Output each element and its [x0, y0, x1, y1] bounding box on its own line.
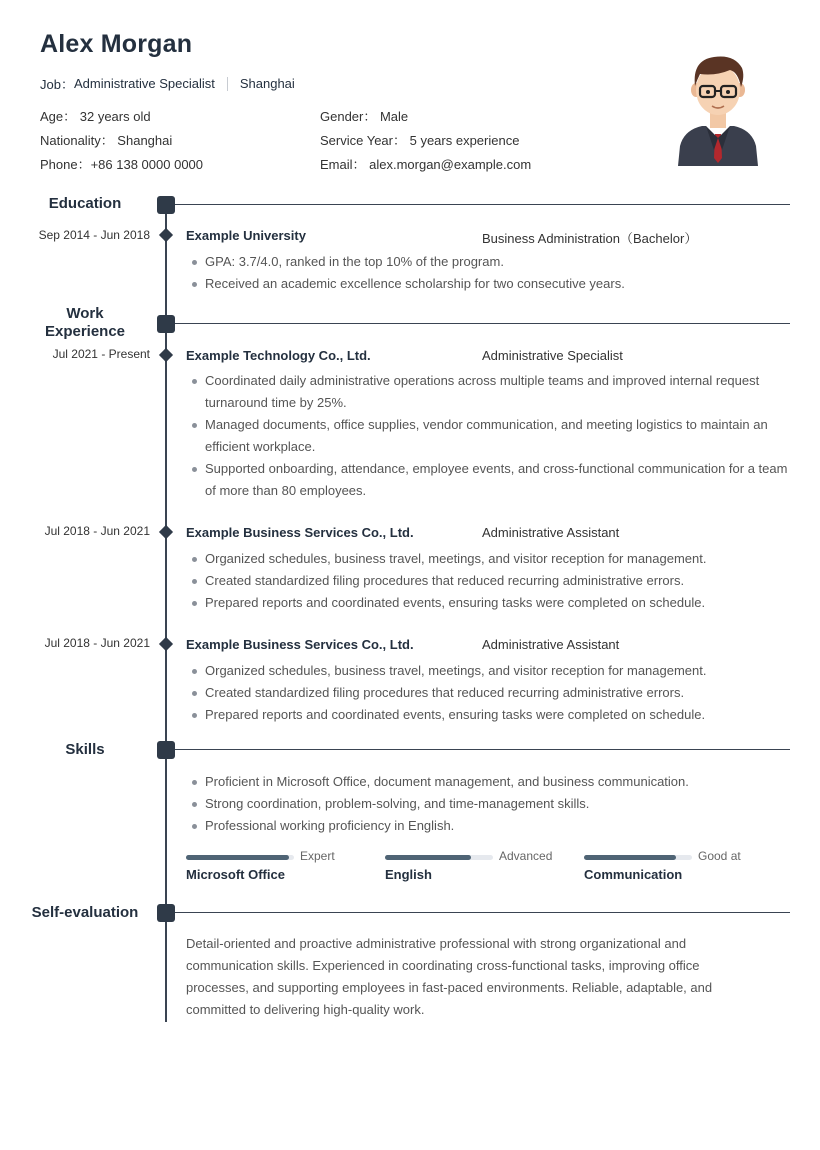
skill-fill: [186, 855, 289, 860]
timeline-marker: [159, 637, 173, 651]
phone: Phone：+86 138 0000 0000: [40, 157, 204, 172]
section-divider-self-evaluation: [175, 912, 790, 913]
candidate-name: Alex Morgan: [40, 30, 193, 58]
work-bullets: [186, 548, 792, 614]
skill-level: Advanced: [499, 849, 553, 863]
section-title-education: Education: [48, 195, 122, 212]
education-date: Sep 2014 - Jun 2018: [38, 228, 150, 242]
nationality: Nationality： Shanghai: [40, 133, 173, 148]
work-org: Example Business Services Co., Ltd.: [186, 525, 414, 540]
skill-level: Expert: [300, 849, 335, 863]
job-label: Job：: [40, 77, 74, 92]
section-title-work: [5, 305, 165, 341]
list-item: Proficient in Microsoft Office, document management, and business communication.: [186, 771, 792, 793]
list-item: GPA: 3.7/4.0, ranked in the top 10% of the program.: [186, 251, 792, 273]
section-title-self-evaluation: Self-evaluation: [31, 904, 139, 921]
email: Email： alex.morgan@example.com: [320, 157, 532, 172]
job-separator: [227, 77, 228, 91]
work-role: Administrative Assistant: [482, 637, 620, 652]
education-org: Example University: [186, 228, 306, 243]
section-title-work-line1: Work: [66, 305, 104, 322]
list-item: Prepared reports and coordinated events, ensuring tasks were completed on schedule.: [186, 592, 792, 614]
list-item: Created standardized filing procedures that reduced recurring administrative errors.: [186, 682, 792, 704]
timeline-marker: [159, 228, 173, 242]
section-node-self-evaluation: [157, 904, 175, 922]
list-item: Professional working proficiency in English.: [186, 815, 792, 837]
skill-track: [385, 855, 493, 860]
section-divider-skills: [175, 749, 790, 750]
work-role: Administrative Assistant: [482, 525, 620, 540]
list-item: Created standardized filing procedures that reduced recurring administrative errors.: [186, 570, 792, 592]
list-item: Received an academic excellence scholarship for two consecutive years.: [186, 273, 792, 295]
work-bullets: [186, 660, 792, 726]
section-title-work-line2: Experience: [44, 323, 126, 340]
work-date: Jul 2021 - Present: [52, 347, 150, 361]
list-item: Organized schedules, business travel, meetings, and visitor reception for management.: [186, 548, 792, 570]
service-year: Service Year： 5 years experience: [320, 133, 520, 148]
list-item: Strong coordination, problem-solving, and time-management skills.: [186, 793, 792, 815]
work-bullets: [186, 370, 792, 502]
section-node-education: [157, 196, 175, 214]
skills-bullets: [186, 771, 792, 837]
self-evaluation-text: Detail-oriented and proactive administrative professional with strong organizational and communication skills. Experienced in coordinating cross-functional tasks, improving office processes, and supporting employees in fast-paced environments. Reliable, adaptable, and committed to delivering high-quality work.: [186, 936, 713, 1017]
skill-fill: [584, 855, 676, 860]
section-title-skills: Skills: [65, 741, 105, 758]
skill-track: [186, 855, 294, 860]
skill-fill: [385, 855, 471, 860]
job-line: [40, 74, 295, 93]
timeline-marker: [159, 348, 173, 362]
section-node-work: [157, 315, 175, 333]
list-item: Prepared reports and coordinated events, ensuring tasks were completed on schedule.: [186, 704, 792, 726]
education-degree: Business Administration（Bachelor）: [482, 231, 698, 246]
skill-name: Microsoft Office: [186, 867, 285, 882]
section-node-skills: [157, 741, 175, 759]
work-role: Administrative Specialist: [482, 348, 623, 363]
skill-name: English: [385, 867, 432, 882]
work-date: Jul 2018 - Jun 2021: [44, 636, 150, 650]
gender: Gender： Male: [320, 109, 409, 124]
work-date: Jul 2018 - Jun 2021: [44, 524, 150, 538]
list-item: Coordinated daily administrative operations across multiple teams and improved internal request turnaround time by 25%.: [186, 370, 792, 414]
work-org: Example Business Services Co., Ltd.: [186, 637, 414, 652]
list-item: Supported onboarding, attendance, employee events, and cross-functional communication for a team of more than 80 employees.: [186, 458, 792, 502]
list-item: Organized schedules, business travel, meetings, and visitor reception for management.: [186, 660, 792, 682]
list-item: Managed documents, office supplies, vendor communication, and meeting logistics to maintain an efficient workplace.: [186, 414, 792, 458]
section-divider-education: [175, 204, 790, 205]
timeline-marker: [159, 525, 173, 539]
section-divider-work: [175, 323, 790, 324]
job-location: Shanghai: [239, 76, 295, 91]
skill-level: Good at: [698, 849, 741, 863]
skill-name: Communication: [584, 867, 683, 882]
age: Age： 32 years old: [40, 109, 151, 124]
education-bullets: [186, 251, 792, 295]
avatar: [672, 50, 764, 166]
job-title: Administrative Specialist: [73, 76, 215, 91]
skill-track: [584, 855, 692, 860]
work-org: Example Technology Co., Ltd.: [186, 348, 371, 363]
